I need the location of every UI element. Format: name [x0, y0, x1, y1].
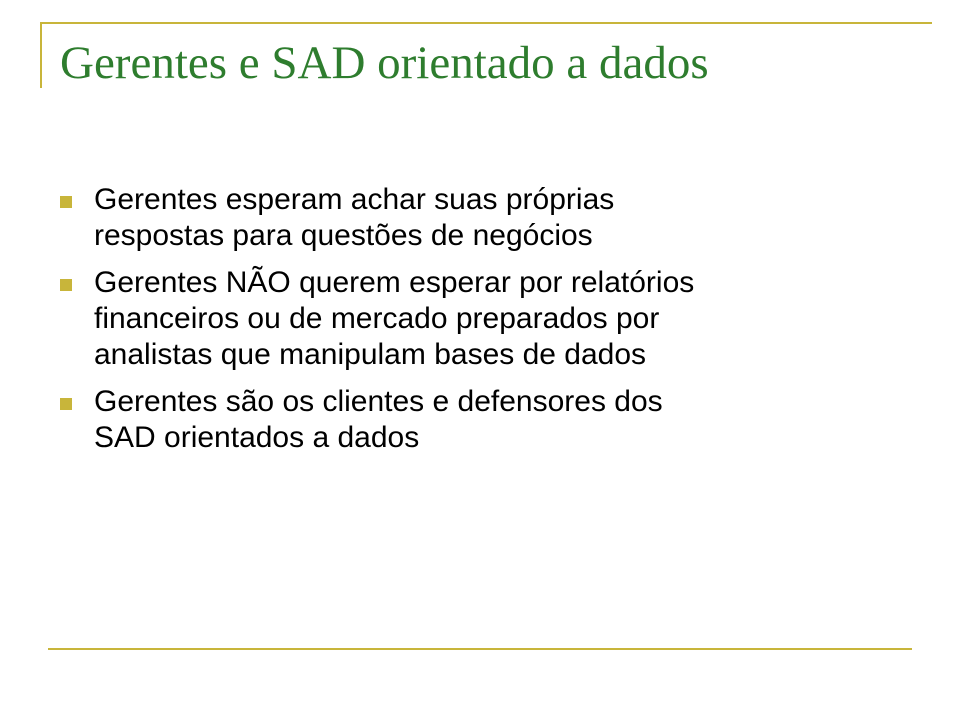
bullet-text: Gerentes NÃO querem esperar por relatórios financeiros ou de mercado preparados por analistas que manipulam bases de dados [94, 266, 695, 371]
square-bullet-icon [60, 279, 72, 291]
square-bullet-icon [60, 196, 72, 208]
bullet-item [60, 384, 880, 456]
top-rule [40, 22, 932, 24]
left-rule [40, 22, 42, 88]
bullet-list [60, 182, 880, 467]
slide-title: Gerentes e SAD orientado a dados [60, 37, 709, 89]
bullet-item [60, 182, 880, 254]
bullet-item [60, 265, 880, 373]
bullet-text: Gerentes esperam achar suas próprias respostas para questões de negócios [94, 183, 615, 252]
bottom-rule [48, 648, 912, 650]
bullet-text: Gerentes são os clientes e defensores dos SAD orientados a dados [94, 385, 663, 454]
square-bullet-icon [60, 398, 72, 410]
